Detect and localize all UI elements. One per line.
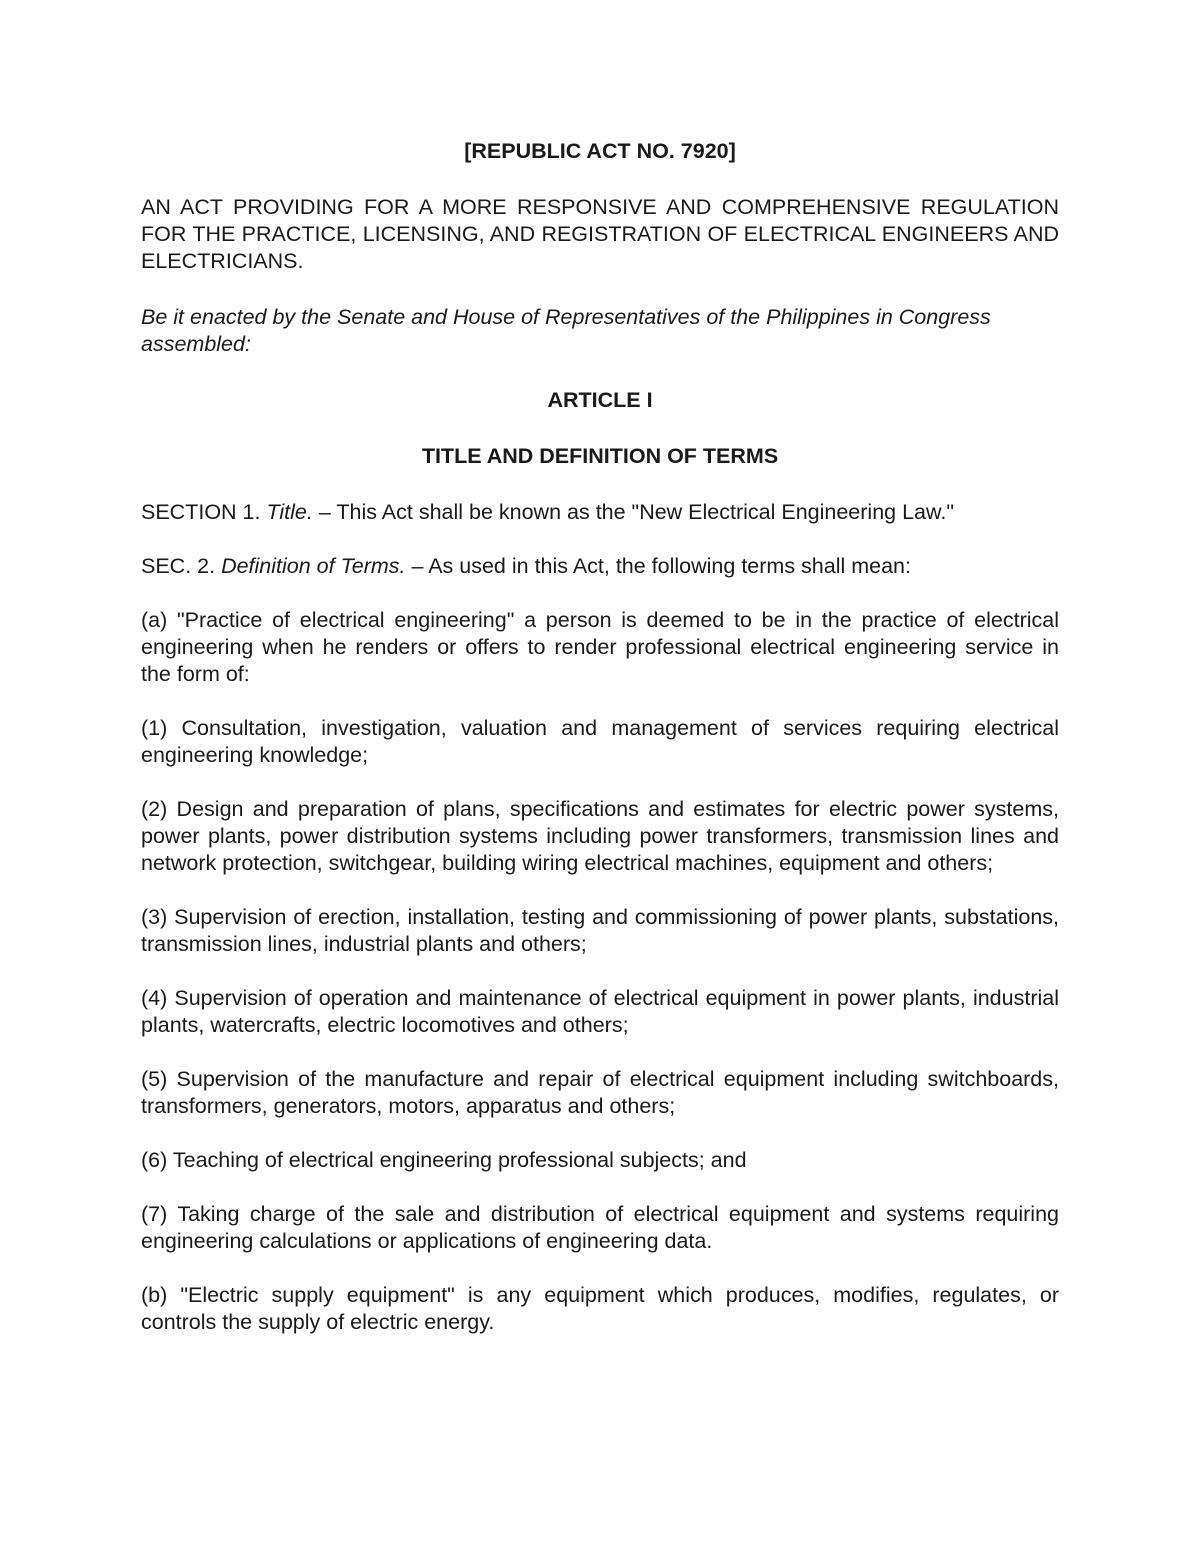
definition-item-4: (4) Supervision of operation and maintenance of electrical equipment in power plants, industrial plants, watercrafts, electric locomotives and others; [141, 986, 1059, 1037]
definition-a: (a) "Practice of electrical engineering" a person is deemed to be in the practice of electrical engineering when he renders or offers to render professional electrical engineering service in the form of: [141, 608, 1059, 686]
definition-item-1: (1) Consultation, investigation, valuation and management of services requiring electrical engineering knowledge; [141, 716, 1059, 767]
act-number: [REPUBLIC ACT NO. 7920] [464, 139, 736, 163]
document-page [141, 138, 1059, 1363]
act-title: AN ACT PROVIDING FOR A MORE RESPONSIVE AND COMPREHENSIVE REGULATION FOR THE PRACTICE, LICENSING, AND REGISTRATION OF ELECTRICAL ENGINEERS AND ELECTRICIANS. [141, 195, 1059, 273]
definition-item-2: (2) Design and preparation of plans, specifications and estimates for electric power systems, power plants, power distribution systems including power transformers, transmission lines and network protection, switchgear, building wiring electrical machines, equipment and others; [141, 797, 1059, 875]
article-subheading: TITLE AND DEFINITION OF TERMS [421, 444, 779, 468]
section-2-label: SEC. 2. [141, 554, 222, 578]
section-1-label: SECTION 1. [141, 500, 267, 524]
section-1-text: – This Act shall be known as the "New Electrical Engineering Law." [312, 500, 954, 524]
definition-b: (b) "Electric supply equipment" is any equipment which produces, modifies, regulates, or controls the supply of electric energy. [141, 1283, 1059, 1334]
section-2 [141, 553, 1059, 580]
section-1-heading: Title. [266, 500, 313, 524]
section-1 [141, 499, 1059, 526]
article-heading: ARTICLE I [547, 388, 653, 412]
section-2-heading: Definition of Terms. [221, 554, 406, 578]
definition-item-6: (6) Teaching of electrical engineering professional subjects; and [141, 1148, 747, 1172]
definition-item-3: (3) Supervision of erection, installation, testing and commissioning of power plants, substations, transmission lines, industrial plants and others; [141, 905, 1059, 956]
enacting-clause: Be it enacted by the Senate and House of Representatives of the Philippines in Congress assembled: [141, 305, 991, 356]
section-2-text: – As used in this Act, the following terms shall mean: [405, 554, 911, 578]
definition-item-5: (5) Supervision of the manufacture and repair of electrical equipment including switchboards, transformers, generators, motors, apparatus and others; [141, 1067, 1059, 1118]
definition-item-7: (7) Taking charge of the sale and distribution of electrical equipment and systems requiring engineering calculations or applications of engineering data. [141, 1202, 1059, 1253]
